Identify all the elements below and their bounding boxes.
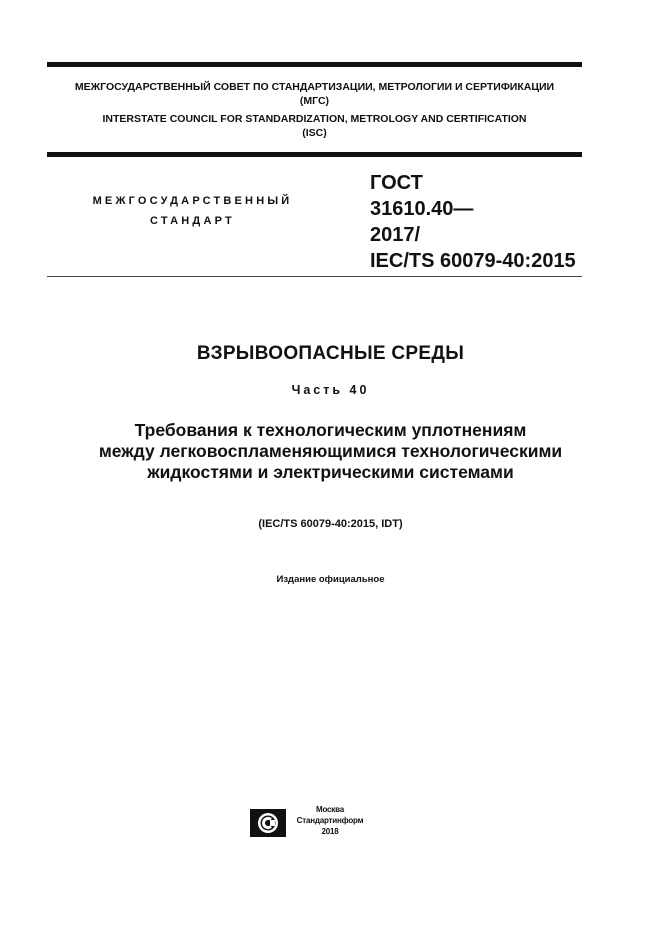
standard-label-line1: МЕЖГОСУДАРСТВЕННЫЙ — [92, 195, 293, 207]
top-rule — [47, 62, 582, 67]
edition-note: Издание официальное — [276, 574, 385, 585]
gost-line4: IEC/TS 60079-40:2015 — [370, 250, 576, 272]
standard-label-line2: СТАНДАРТ — [150, 215, 235, 227]
council-name-ru — [47, 80, 582, 108]
council-en-line2: (ISC) — [302, 127, 327, 139]
publisher-imprint — [291, 804, 369, 837]
standartinform-logo-icon — [248, 807, 288, 839]
middle-rule — [47, 152, 582, 157]
imprint-publisher: Стандартинформ — [296, 816, 364, 825]
imprint-year: 2018 — [321, 827, 339, 836]
gost-line3: 2017/ — [370, 224, 421, 246]
subtitle-line2: между легковоспламеняющимися технологическими — [98, 441, 563, 461]
iec-reference: (IEC/TS 60079-40:2015, IDT) — [258, 518, 403, 530]
imprint-city: Москва — [316, 805, 344, 814]
gost-line2: 31610.40— — [370, 198, 474, 220]
document-title: ВЗРЫВООПАСНЫЕ СРЕДЫ — [196, 343, 465, 364]
gost-line1: ГОСТ — [370, 172, 423, 194]
council-en-line1: INTERSTATE COUNCIL FOR STANDARDIZATION, METROLOGY AND CERTIFICATION — [102, 113, 527, 125]
gost-designation — [370, 170, 576, 274]
part-number: Часть 40 — [291, 383, 370, 397]
standard-type-label — [60, 191, 325, 231]
council-name-en — [47, 112, 582, 140]
document-subtitle — [20, 420, 641, 483]
subtitle-line3: жидкостями и электрическими системами — [147, 462, 514, 482]
council-ru-line1: МЕЖГОСУДАРСТВЕННЫЙ СОВЕТ ПО СТАНДАРТИЗАЦИИ, МЕТРОЛОГИИ И СЕРТИФИКАЦИИ — [74, 81, 555, 93]
council-ru-line2: (МГС) — [299, 95, 330, 107]
thin-rule — [47, 276, 582, 277]
subtitle-line1: Требования к технологическим уплотнениям — [134, 420, 527, 440]
